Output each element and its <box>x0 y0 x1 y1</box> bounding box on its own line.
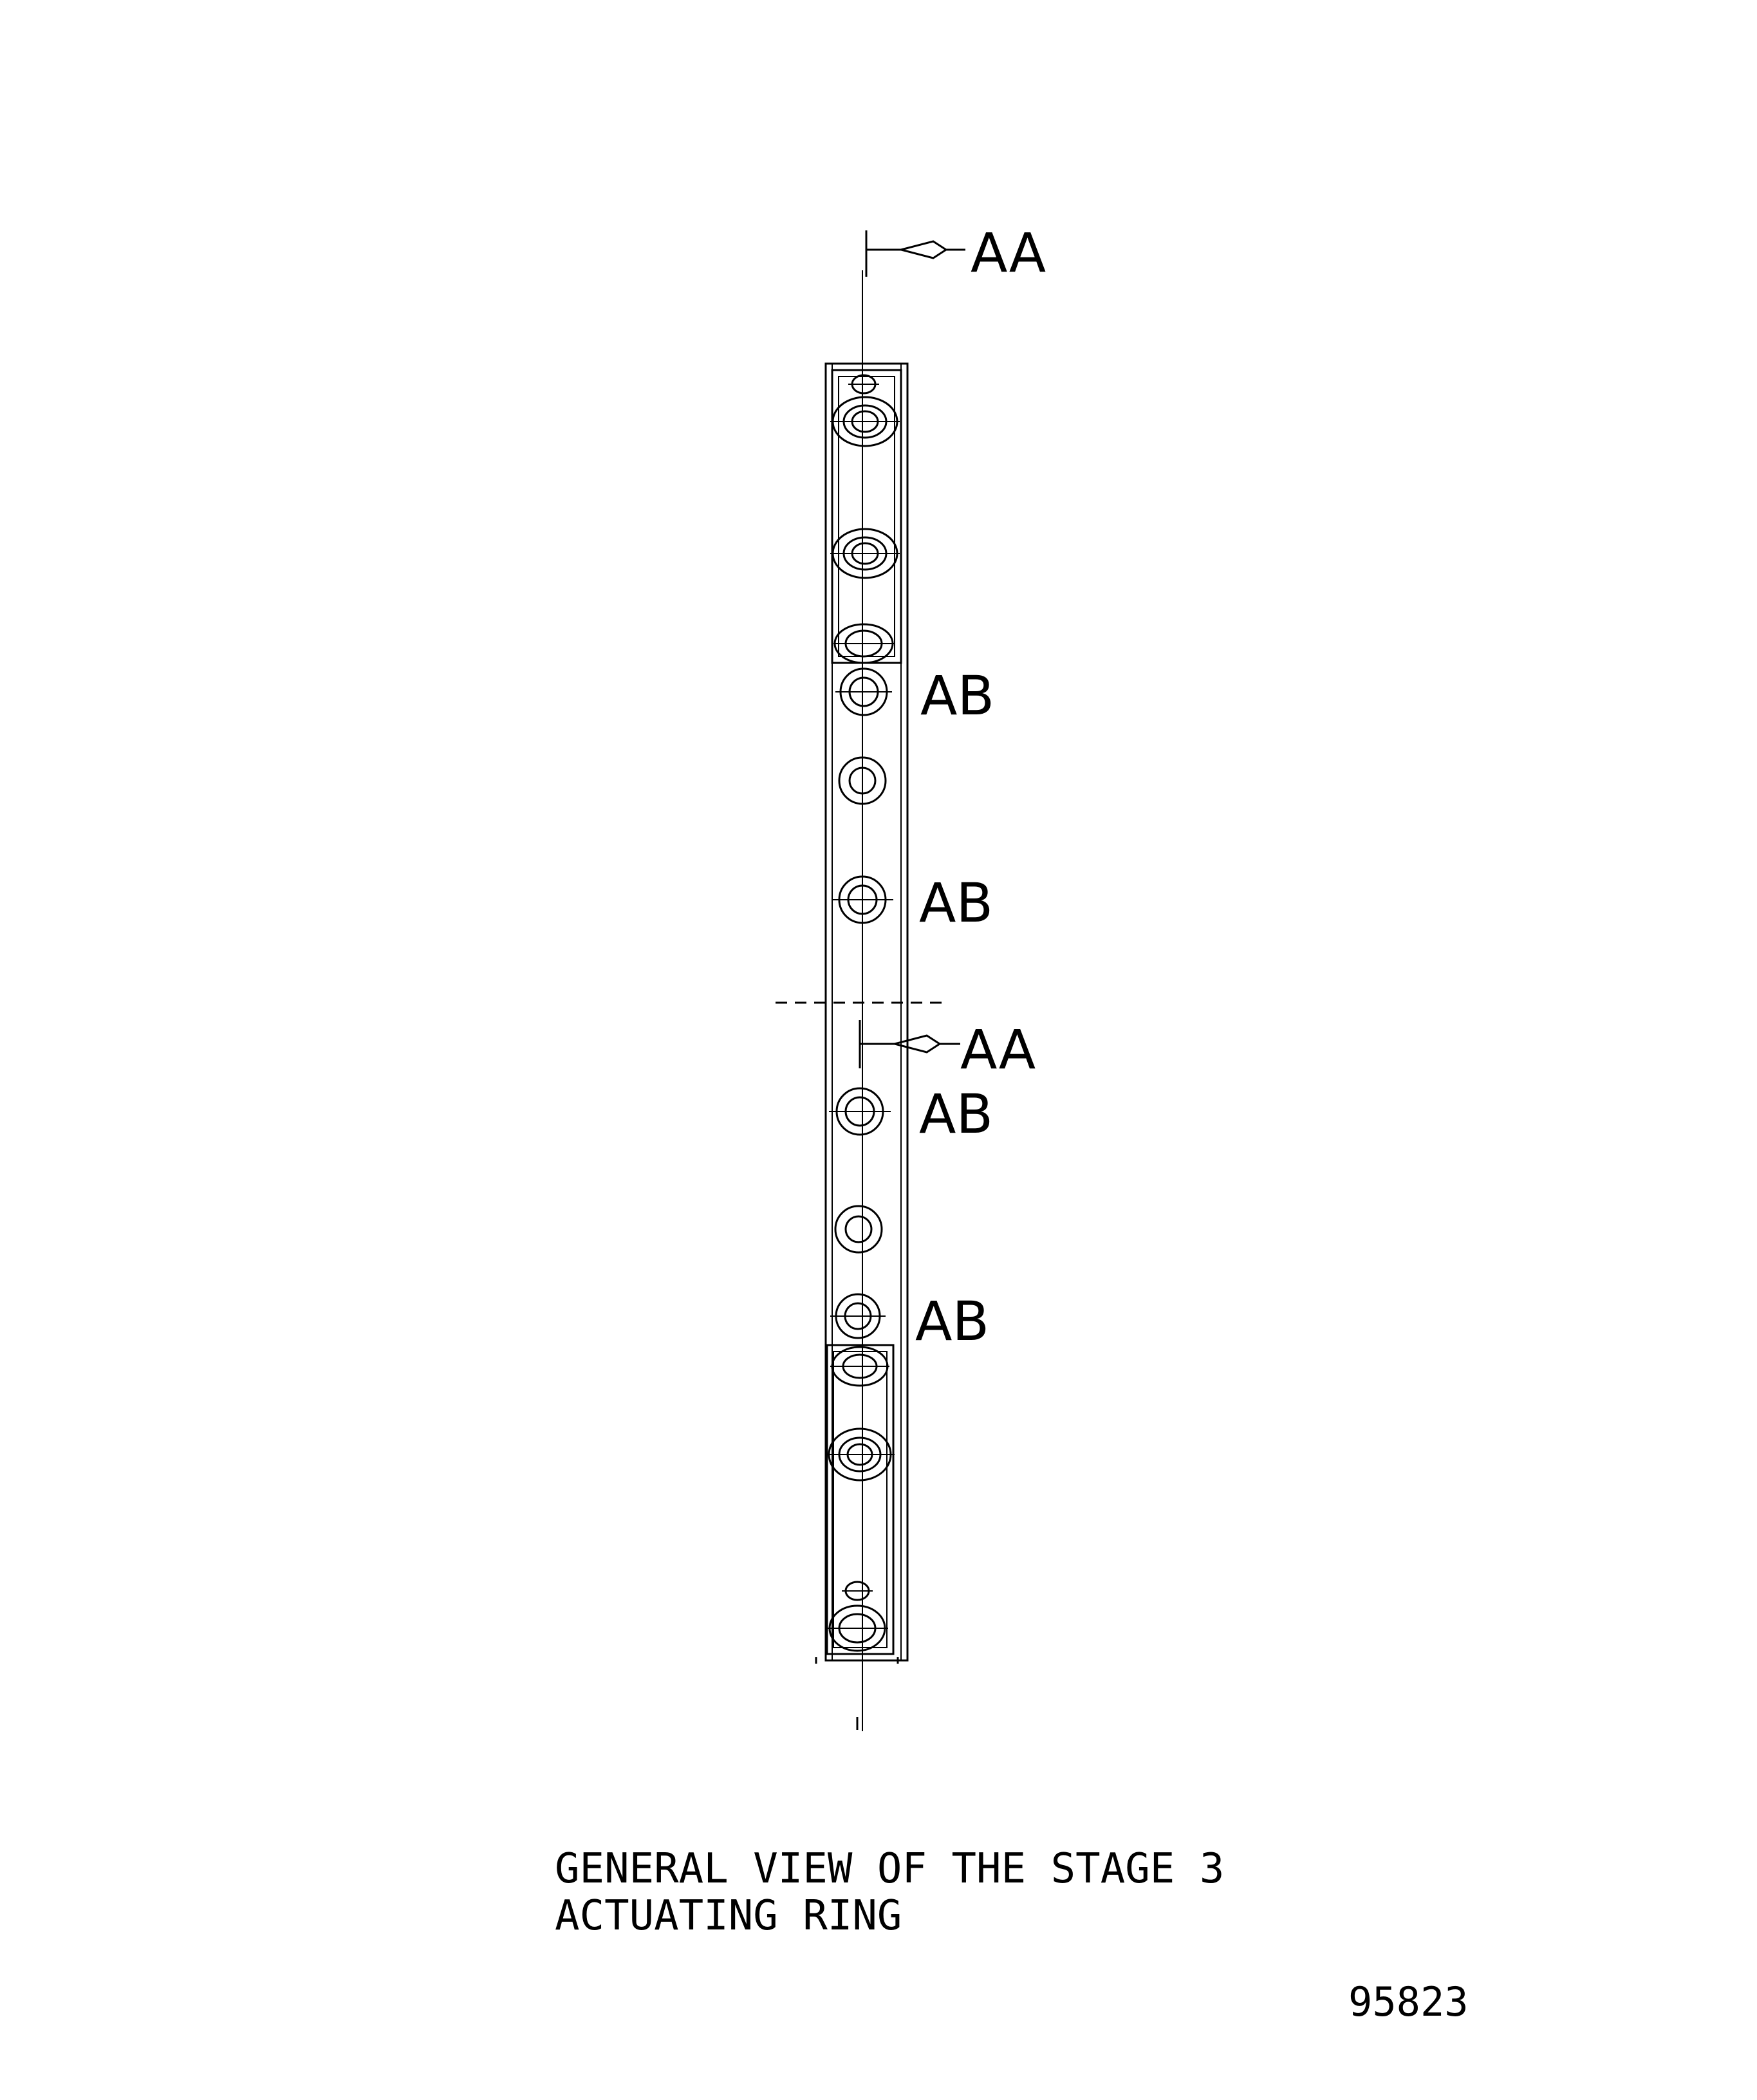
boss-3 <box>833 624 895 663</box>
boss-1 <box>830 397 900 446</box>
boss-5 <box>825 1429 895 1480</box>
ring-inner-outline <box>832 364 901 1660</box>
label-aa-mid: AA <box>960 1018 1036 1081</box>
caption-line-2: ACTUATING RING <box>555 1892 902 1940</box>
boss-2 <box>830 529 900 578</box>
bottom-bracket <box>827 1345 893 1654</box>
section-arrow-aa-top <box>866 230 965 277</box>
caption-line-1: GENERAL VIEW OF THE STAGE 3 <box>555 1845 1225 1893</box>
bottom-bracket-inner <box>833 1352 887 1648</box>
label-ab-2: AB <box>919 871 994 934</box>
boss-6 <box>826 1606 888 1651</box>
hole-small-bottom <box>842 1582 873 1600</box>
label-aa-top: AA <box>971 221 1046 284</box>
figure-id: 95823 <box>1348 1978 1469 2025</box>
top-bracket <box>832 370 901 663</box>
label-ab-3: AB <box>919 1083 994 1146</box>
hole-ab-3 <box>829 1088 891 1135</box>
hole-small-top <box>848 375 879 393</box>
label-ab-1: AB <box>920 664 995 727</box>
hole-4 <box>835 1206 882 1252</box>
hole-ab-1 <box>835 669 892 715</box>
boss-4 <box>830 1347 889 1386</box>
label-ab-4: AB <box>915 1290 990 1353</box>
hole-ab-4 <box>830 1294 886 1338</box>
section-arrow-aa-mid <box>860 1020 960 1068</box>
